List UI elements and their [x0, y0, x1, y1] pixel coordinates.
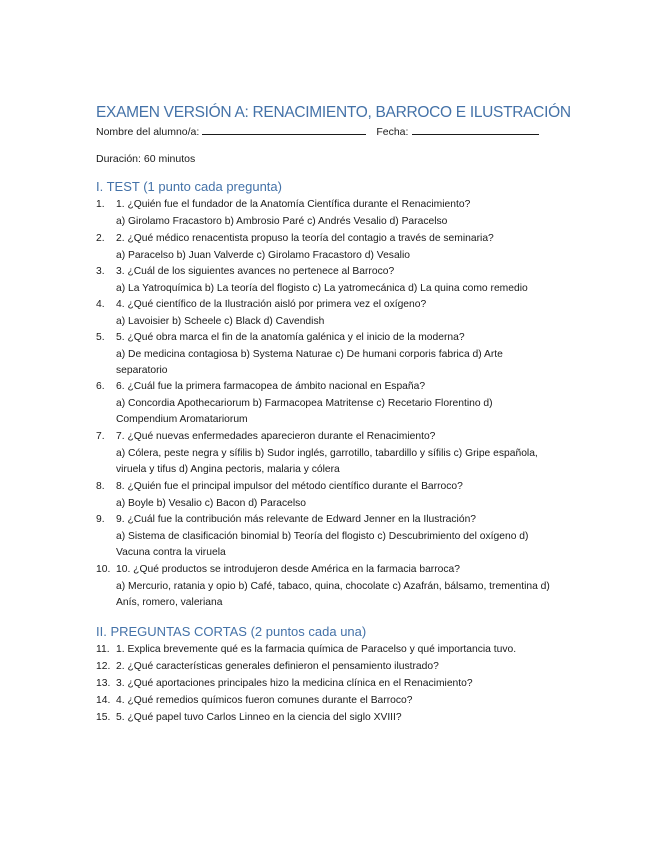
question-number: 13.: [96, 678, 111, 689]
question-stem: 1. Explica brevemente qué es la farmacia química de Paracelso y qué importancia tuvo.: [116, 644, 517, 655]
exam-title: EXAMEN VERSIÓN A: RENACIMIENTO, BARROCO E ILUSTRACIÓN: [96, 104, 571, 121]
question-stem: 6. ¿Cuál fue la primera farmacopea de ámbito nacional en España?: [116, 381, 426, 392]
section-test-title: I. TEST (1 punto cada pregunta): [96, 179, 282, 194]
question-number: 8.: [96, 481, 105, 492]
question-stem: 7. ¿Qué nuevas enfermedades aparecieron durante el Renacimiento?: [116, 431, 436, 442]
question-stem: 10. ¿Qué productos se introdujeron desde América en la farmacia barroca?: [116, 564, 460, 575]
question-options: a) Concordia Apothecariorum b) Farmacopea Matritense c) Recetario Florentino d) Compendium Aromatariorum: [116, 397, 493, 425]
question-number: 14.: [96, 695, 111, 706]
student-fields: [96, 124, 539, 138]
question-options: a) Boyle b) Vesalio c) Bacon d) Paracelso: [116, 497, 307, 509]
name-label: Nombre del alumno/a:: [96, 126, 200, 138]
question-stem: 3. ¿Qué aportaciones principales hizo la medicina clínica en el Renacimiento?: [116, 678, 473, 689]
question-stem: 8. ¿Quién fue el principal impulsor del método científico durante el Barroco?: [116, 481, 463, 492]
question-number: 11.: [96, 644, 110, 655]
duration-text: Duración: 60 minutos: [96, 153, 196, 165]
question-number: 3.: [96, 266, 105, 277]
question-options: a) De medicina contagiosa b) Systema Naturae c) De humani corporis fabrica d) Arte separatorio: [116, 348, 503, 376]
question-number: 9.: [96, 514, 105, 525]
question-stem: 3. ¿Cuál de los siguientes avances no pertenece al Barroco?: [116, 266, 395, 277]
question-stem: 2. ¿Qué médico renacentista propuso la teoría del contagio a través de seminaria?: [116, 233, 494, 244]
question-options: a) Mercurio, ratania y opio b) Café, tabaco, quina, chocolate c) Azafrán, bálsamo, trementina d) Anís, romero, valeriana: [116, 580, 550, 608]
question-stem: 5. ¿Qué papel tuvo Carlos Linneo en la ciencia del siglo XVIII?: [116, 712, 402, 723]
section-short-questions-title: II. PREGUNTAS CORTAS (2 puntos cada una): [96, 624, 367, 639]
question-options: a) La Yatroquímica b) La teoría del flogisto c) La yatromecánica d) La quina como remedio: [116, 282, 528, 294]
question-options: a) Lavoisier b) Scheele c) Black d) Cavendish: [116, 315, 325, 327]
question-number: 4.: [96, 299, 105, 310]
question-number: 1.: [96, 199, 105, 210]
question-options: a) Girolamo Fracastoro b) Ambrosio Paré c) Andrés Vesalio d) Paracelso: [116, 215, 448, 227]
date-blank-line[interactable]: [412, 124, 539, 135]
question-stem: 2. ¿Qué características generales definieron el pensamiento ilustrado?: [116, 661, 439, 672]
question-options: a) Cólera, peste negra y sífilis b) Sudor inglés, garrotillo, tabardillo y sífilis c) Gripe española, viruela y tifus d) Angina pectoris, malaria y cólera: [116, 447, 538, 475]
question-number: 10.: [96, 564, 111, 575]
question-options: a) Paracelso b) Juan Valverde c) Girolamo Fracastoro d) Vesalio: [116, 249, 410, 261]
name-blank-line[interactable]: [202, 124, 366, 135]
question-number: 15.: [96, 712, 111, 723]
question-stem: 4. ¿Qué remedios químicos fueron comunes durante el Barroco?: [116, 695, 413, 706]
question-stem: 9. ¿Cuál fue la contribución más relevante de Edward Jenner en la Ilustración?: [116, 514, 477, 525]
question-number: 5.: [96, 332, 105, 343]
question-number: 7.: [96, 431, 105, 442]
question-stem: 4. ¿Qué científico de la Ilustración aisló por primera vez el oxígeno?: [116, 299, 427, 310]
question-options: a) Sistema de clasificación binomial b) Teoría del flogisto c) Descubrimiento del oxígeno d) Vacuna contra la viruela: [116, 530, 529, 558]
question-stem: 5. ¿Qué obra marca el fin de la anatomía galénica y el inicio de la moderna?: [116, 332, 465, 343]
question-stem: 1. ¿Quién fue el fundador de la Anatomía Científica durante el Renacimiento?: [116, 199, 471, 210]
question-number: 6.: [96, 381, 105, 392]
question-number: 12.: [96, 661, 111, 672]
date-label: Fecha:: [376, 126, 409, 138]
question-number: 2.: [96, 233, 105, 244]
